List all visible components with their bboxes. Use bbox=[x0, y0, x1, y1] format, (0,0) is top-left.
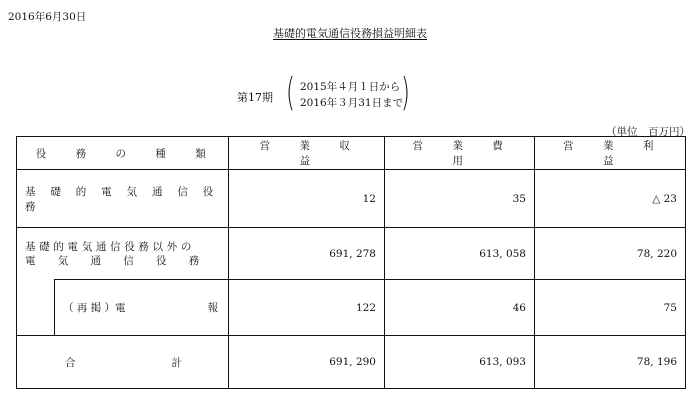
cell-profit: 78, 196 bbox=[535, 336, 686, 389]
table-row bbox=[17, 170, 686, 228]
column-header-expense: 営 業 費 用 bbox=[385, 137, 535, 170]
unit-note: （単位 百万円） bbox=[606, 126, 690, 138]
row-label-line2: 電 気 通 信 役 務 bbox=[25, 254, 209, 267]
period-end: 2016年３月31日まで bbox=[300, 97, 404, 109]
left-bracket-icon: ( bbox=[285, 70, 295, 114]
period-start: 2015年４月１日から bbox=[300, 81, 401, 93]
column-header-profit: 営 業 利 益 bbox=[535, 137, 686, 170]
cell-revenue: 122 bbox=[229, 280, 385, 336]
total-label-right: 計 bbox=[171, 356, 182, 369]
row-label-right: 報 bbox=[207, 302, 218, 314]
row-label-line1: 基礎的電気通信役務以外の bbox=[25, 240, 196, 253]
cell-expense: 613, 093 bbox=[385, 336, 535, 389]
row-label-telegram bbox=[55, 280, 229, 336]
right-bracket-icon: ) bbox=[400, 70, 410, 114]
profit-loss-table bbox=[16, 136, 686, 389]
row-label-total bbox=[17, 336, 229, 389]
total-label-left: 合 bbox=[65, 356, 76, 369]
cell-profit: △ 23 bbox=[535, 170, 686, 228]
cell-profit: 75 bbox=[535, 280, 686, 336]
column-header-service-type: 役 務 の 種 類 bbox=[17, 137, 229, 170]
row-label-other-service bbox=[17, 228, 229, 280]
cell-revenue: 12 bbox=[229, 170, 385, 228]
cell-expense: 46 bbox=[385, 280, 535, 336]
table-row bbox=[17, 336, 686, 389]
indent-spacer bbox=[17, 280, 55, 336]
row-label-left: （ 再 掲 ）電 bbox=[63, 302, 126, 314]
report-date: 2016年6月30日 bbox=[8, 11, 87, 23]
cell-revenue: 691, 290 bbox=[229, 336, 385, 389]
row-label-basic-service: 基 礎 的 電 気 通 信 役 務 bbox=[17, 170, 229, 228]
cell-expense: 35 bbox=[385, 170, 535, 228]
table-row bbox=[17, 228, 686, 280]
cell-expense: 613, 058 bbox=[385, 228, 535, 280]
column-header-revenue: 営 業 収 益 bbox=[229, 137, 385, 170]
table-row bbox=[17, 280, 686, 336]
cell-revenue: 691, 278 bbox=[229, 228, 385, 280]
cell-profit: 78, 220 bbox=[535, 228, 686, 280]
fiscal-period-label: 第17期 bbox=[237, 91, 273, 104]
table-header-row bbox=[17, 137, 686, 170]
document-title: 基礎的電気通信役務損益明細表 bbox=[273, 27, 427, 40]
